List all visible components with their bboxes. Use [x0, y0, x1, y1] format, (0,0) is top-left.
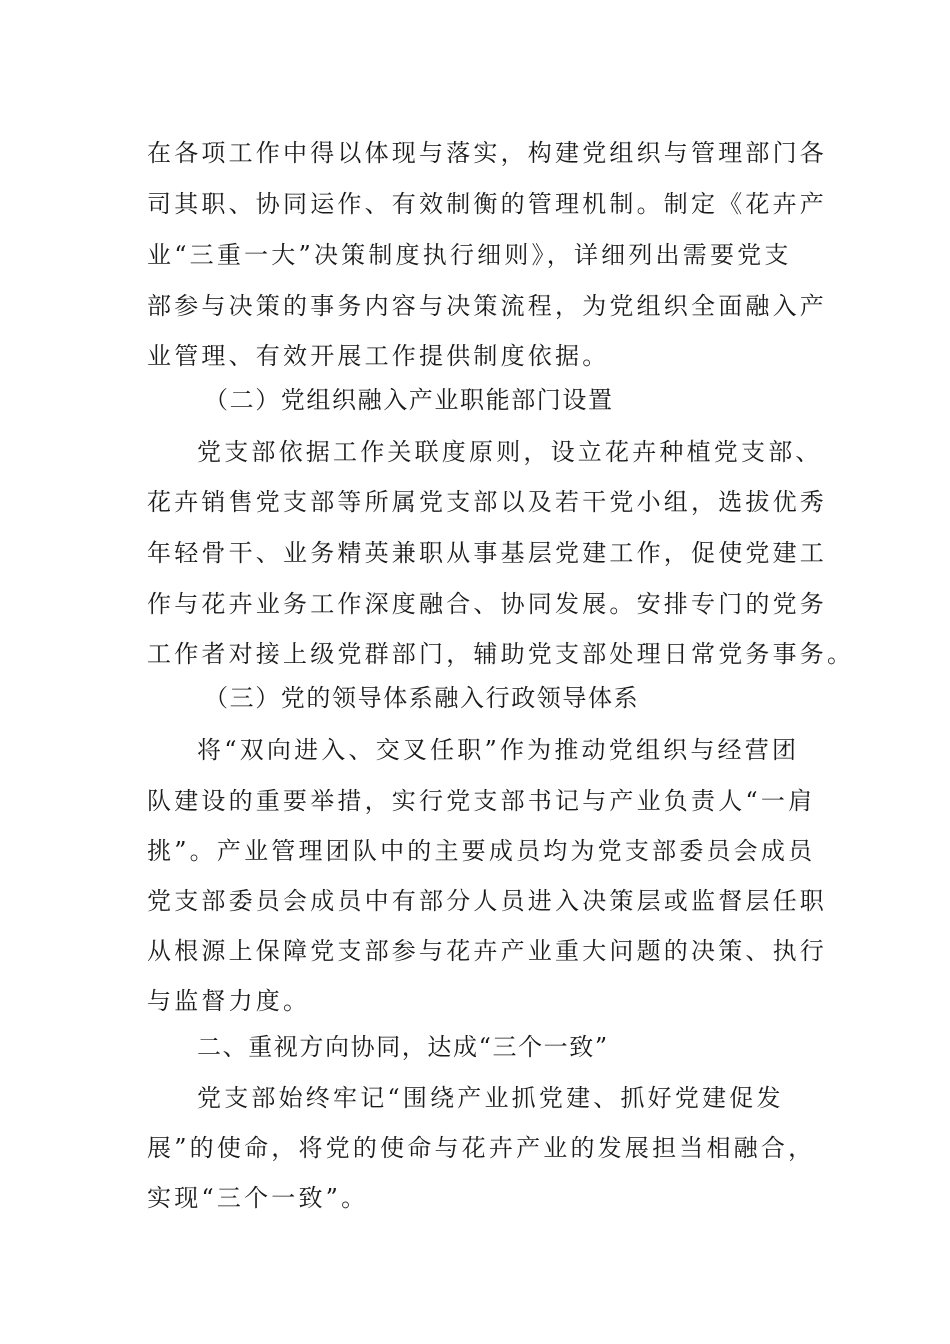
- paragraph-line: 花卉销售党支部等所属党支部以及若干党小组，选拔优秀: [147, 488, 827, 516]
- section-subheading: （三）党的领导体系融入行政领导体系: [204, 684, 640, 712]
- paragraph-line: 党支部始终牢记“围绕产业抓党建、抓好党建促发: [197, 1084, 784, 1112]
- paragraph-line: 队建设的重要举措，实行党支部书记与产业负责人“一肩: [147, 787, 816, 815]
- paragraph-line: 作与花卉业务工作深度融合、协同发展。安排专门的党务: [147, 590, 827, 618]
- paragraph-line: 工作者对接上级党群部门，辅助党支部处理日常党务事务。: [147, 640, 855, 668]
- paragraph-line: 展”的使命，将党的使命与花卉产业的发展担当相融合，: [147, 1134, 816, 1162]
- paragraph-line: 业“三重一大”决策制度执行细则》，详细列出需要党支: [147, 241, 792, 269]
- paragraph-line: 从根源上保障党支部参与花卉产业重大问题的决策、执行: [147, 937, 827, 965]
- paragraph-line: 业管理、有效开展工作提供制度依据。: [147, 342, 610, 370]
- paragraph-line: 挑”。产业管理团队中的主要成员均为党支部委员会成员: [147, 837, 816, 865]
- paragraph-line: 党支部委员会成员中有部分人员进入决策层或监督层任职: [147, 887, 827, 915]
- paragraph-line: 在各项工作中得以体现与落实，构建党组织与管理部门各: [147, 139, 827, 167]
- paragraph-line: 党支部依据工作关联度原则，设立花卉种植党支部、: [197, 438, 823, 466]
- paragraph-line: 将“双向进入、交叉任职”作为推动党组织与经营团: [197, 736, 800, 764]
- paragraph-line: 司其职、协同运作、有效制衡的管理机制。制定《花卉产: [147, 190, 827, 218]
- section-subheading: （二）党组织融入产业职能部门设置: [204, 386, 614, 414]
- paragraph-line: 部参与决策的事务内容与决策流程，为党组织全面融入产: [147, 292, 827, 320]
- section-heading: 二、重视方向协同，达成“三个一致”: [197, 1033, 609, 1061]
- paragraph-line: 年轻骨干、业务精英兼职从事基层党建工作，促使党建工: [147, 539, 827, 567]
- paragraph-line: 实现“三个一致”。: [147, 1184, 369, 1212]
- paragraph-line: 与监督力度。: [147, 987, 311, 1015]
